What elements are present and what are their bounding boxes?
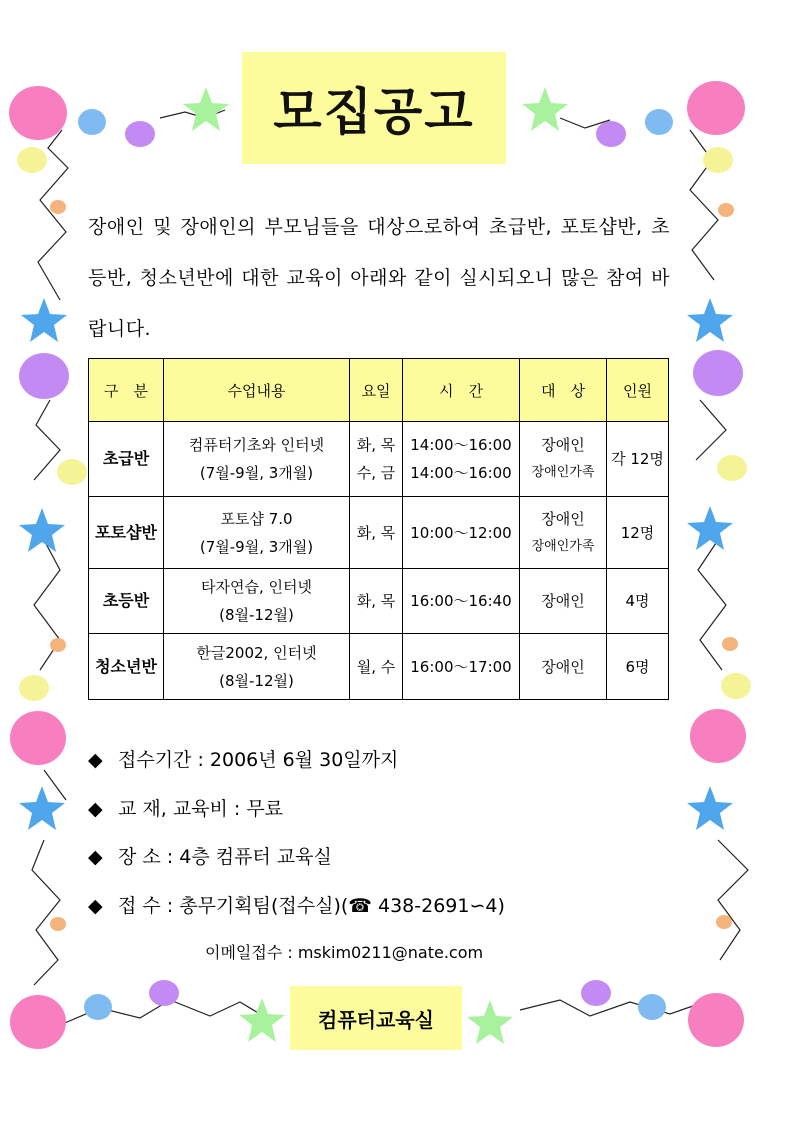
purple-balloon xyxy=(19,353,69,399)
diamond-bullet-icon: ◆ xyxy=(88,846,103,868)
day-line: 화, 목 xyxy=(356,436,396,454)
orange-dot xyxy=(722,637,738,651)
class-day: 화, 목 xyxy=(350,569,403,634)
target-line: 장애인 xyxy=(541,509,585,528)
target-line: 장애인가족 xyxy=(531,465,595,480)
class-name: 청소년반 xyxy=(89,634,164,700)
class-target: 장애인 xyxy=(520,569,607,634)
class-time: 16:00～16:40 xyxy=(403,569,520,634)
title-banner xyxy=(242,52,506,164)
info-line-contact xyxy=(88,886,688,935)
header-time: 시 간 xyxy=(403,359,520,422)
green-star xyxy=(183,87,229,131)
pink-balloon xyxy=(688,993,744,1047)
info-text: 장 소 : 4층 컴퓨터 교육실 xyxy=(118,846,332,868)
header-target: 대 상 xyxy=(520,359,607,422)
email-contact: 이메일접수 : mskim0211@nate.com xyxy=(205,943,484,962)
table-row xyxy=(89,634,669,700)
blue-balloon xyxy=(638,994,666,1020)
yellow-balloon xyxy=(717,455,747,481)
table-row xyxy=(89,569,669,634)
info-text: 접 수 : 총무기획팀(접수실)(☎ 438-2691∽4) xyxy=(118,894,505,917)
purple-balloon xyxy=(596,121,626,147)
table-row xyxy=(89,497,669,569)
blue-star xyxy=(19,508,65,552)
right-streamer-2 xyxy=(696,400,726,460)
diamond-bullet-icon: ◆ xyxy=(88,894,103,917)
class-time xyxy=(403,422,520,497)
class-target xyxy=(520,422,607,497)
target-line: 장애인가족 xyxy=(531,538,595,554)
left-streamer-2 xyxy=(34,400,60,480)
diamond-bullet-icon: ◆ xyxy=(88,797,103,820)
class-content xyxy=(164,634,350,700)
blue-balloon xyxy=(645,109,673,135)
orange-dot xyxy=(50,638,66,652)
schedule-table xyxy=(88,358,669,700)
table-header-row xyxy=(89,359,669,422)
header-count: 인원 xyxy=(607,359,669,422)
class-content xyxy=(164,422,350,497)
left-streamer-5 xyxy=(32,840,60,985)
info-line-location xyxy=(88,837,688,886)
day-line: 수, 금 xyxy=(356,464,396,482)
info-text: 접수기간 : 2006년 6월 30일까지 xyxy=(118,749,399,771)
purple-balloon xyxy=(581,980,611,1006)
class-time: 10:00～12:00 xyxy=(403,497,520,569)
bottom-streamer-right xyxy=(520,1000,710,1016)
class-count: 6명 xyxy=(607,634,669,700)
class-content xyxy=(164,569,350,634)
green-star xyxy=(467,1000,513,1044)
purple-balloon xyxy=(149,980,179,1006)
time-line: 14:00～16:00 xyxy=(410,464,512,482)
class-time: 16:00～17:00 xyxy=(403,634,520,700)
content-title: 한글2002, 인터넷 xyxy=(196,643,317,662)
header-day: 요일 xyxy=(350,359,403,422)
yellow-balloon xyxy=(721,673,751,699)
content-period: (7월-9월, 3개월) xyxy=(199,464,314,482)
right-streamer-3 xyxy=(698,540,726,670)
class-name: 포토샵반 xyxy=(89,497,164,569)
header-class: 구 분 xyxy=(89,359,164,422)
info-line-cost xyxy=(88,789,688,838)
diamond-bullet-icon: ◆ xyxy=(88,749,103,771)
pink-balloon xyxy=(10,711,66,765)
class-content xyxy=(164,497,350,569)
content-period: (8월-12월) xyxy=(219,671,294,690)
orange-dot xyxy=(716,915,732,929)
pink-balloon xyxy=(687,81,745,135)
orange-dot xyxy=(50,917,66,931)
header-content: 수업내용 xyxy=(164,359,350,422)
yellow-balloon xyxy=(703,147,733,173)
content-title: 타자연습, 인터넷 xyxy=(201,578,312,596)
purple-balloon xyxy=(125,121,155,147)
blue-star xyxy=(687,786,733,830)
green-star xyxy=(239,998,285,1042)
class-target xyxy=(520,497,607,569)
class-count: 4명 xyxy=(607,569,669,634)
content-period: (7월-9월, 3개월) xyxy=(199,537,314,556)
class-name: 초등반 xyxy=(89,569,164,634)
footer-banner xyxy=(290,986,462,1050)
info-text: 교 재, 교육비 : 무료 xyxy=(118,797,284,820)
page-title: 모집공고 xyxy=(273,82,475,141)
intro-paragraph: 장애인 및 장애인의 부모님들을 대상으로하여 초급반, 포토샵반, 초등반, 청소년반에 대한 교육이 아래와 같이 실시되오니 많은 참여 바랍니다. xyxy=(88,216,670,340)
pink-balloon xyxy=(9,86,67,140)
info-list xyxy=(88,740,688,934)
blue-star xyxy=(19,786,65,830)
content-period: (8월-12월) xyxy=(219,606,294,624)
pink-balloon xyxy=(690,709,746,763)
yellow-balloon xyxy=(19,675,49,701)
class-day xyxy=(350,422,403,497)
orange-dot xyxy=(718,203,734,217)
orange-dot xyxy=(50,200,66,214)
yellow-balloon xyxy=(57,459,87,485)
class-target: 장애인 xyxy=(520,634,607,700)
right-streamer-4 xyxy=(718,840,748,960)
class-count: 12명 xyxy=(607,497,669,569)
blue-star xyxy=(687,506,733,550)
class-day: 월, 수 xyxy=(350,634,403,700)
target-line: 장애인 xyxy=(541,436,585,454)
blue-balloon xyxy=(78,109,106,135)
class-count: 각 12명 xyxy=(607,422,669,497)
info-line-period xyxy=(88,740,688,789)
blue-star xyxy=(687,298,733,342)
green-star xyxy=(522,87,568,131)
table-row xyxy=(89,422,669,497)
content-title: 컴퓨터기초와 인터넷 xyxy=(188,436,325,454)
blue-star xyxy=(21,298,67,342)
footer-title: 컴퓨터교육실 xyxy=(318,1007,434,1032)
purple-balloon xyxy=(693,350,743,396)
pink-balloon xyxy=(10,995,66,1049)
time-line: 14:00～16:00 xyxy=(410,436,512,454)
class-name: 초급반 xyxy=(89,422,164,497)
blue-balloon xyxy=(84,994,112,1020)
class-day: 화, 목 xyxy=(350,497,403,569)
yellow-balloon xyxy=(17,147,47,173)
content-title: 포토샵 7.0 xyxy=(220,509,293,528)
left-streamer-4 xyxy=(44,770,66,800)
